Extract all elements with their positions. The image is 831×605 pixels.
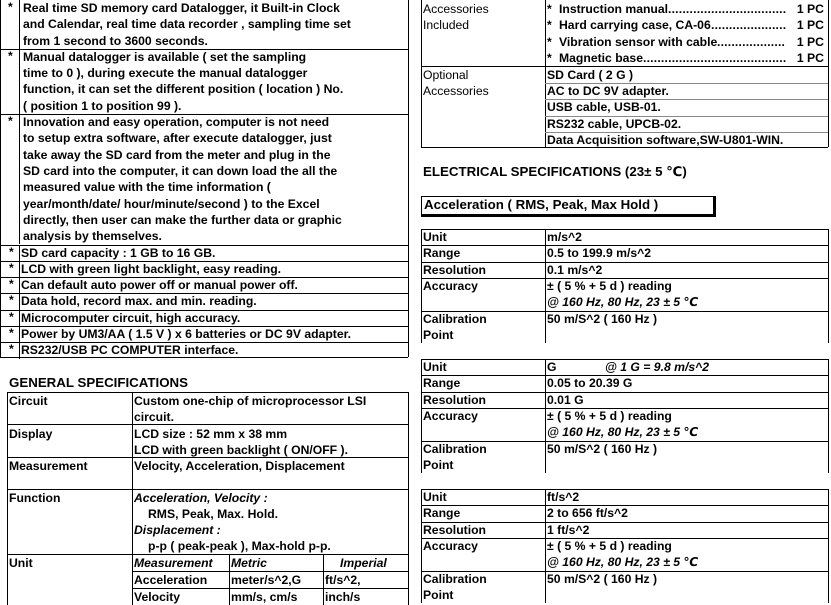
feature-item [0, 277, 408, 293]
feature-bullet: * [9, 342, 14, 357]
accessory-qty: 1 PC [796, 2, 824, 16]
feature-line: directly, then user can make the further data or graphic [23, 212, 342, 227]
accessory-bullet: * [547, 18, 552, 33]
accessory-name: Hard carrying case, CA-06 [559, 18, 711, 33]
unit-row-2-metric: mm/s, cm/s [231, 590, 298, 604]
feature-text [21, 245, 406, 261]
optional-item: AC to DC 9V adapter. [547, 84, 669, 99]
optional-item: Data Acquisition software,SW-U801-WIN. [547, 132, 784, 147]
unit-value: m/s^2 [547, 230, 582, 244]
feature-bullet: * [8, 114, 13, 129]
feature-bullet-divider [19, 326, 20, 342]
feature-line: year/month/date/ hour/minute/second ) to the Excel [23, 196, 320, 211]
feature-item [0, 114, 408, 244]
feature-divider [0, 326, 408, 327]
optional-item: USB cable, USB-01. [547, 100, 661, 115]
feature-text [23, 114, 406, 244]
function-line-1: Acceleration, Velocity : [134, 491, 268, 505]
calibration-row-label: Calibration [423, 311, 487, 326]
resolution-value: 0.01 G [547, 392, 584, 407]
feature-bullet: * [9, 244, 14, 259]
feature-bullet-divider [19, 0, 20, 49]
function-line-4: p-p ( peak-peak ), Max-hold p-p. [148, 539, 331, 553]
circuit-value-1: Custom one-chip of microprocessor LSI [134, 394, 367, 408]
accessory-leader: ................... [717, 34, 786, 49]
general-specs-title: GENERAL SPECIFICATIONS [9, 375, 189, 390]
accessory-leader: ........................................ [643, 50, 787, 65]
table-border [828, 489, 829, 603]
resolution-row-label: Resolution [423, 262, 486, 277]
feature-bullet: * [9, 309, 14, 324]
table-border [828, 229, 829, 343]
feature-text [21, 293, 406, 309]
acceleration-title-box [421, 196, 716, 217]
feature-item [0, 49, 408, 114]
accuracy-value: ± ( 5 % + 5 d ) reading [547, 278, 672, 293]
calibration-value: 50 m/S^2 ( 160 Hz ) [547, 571, 658, 586]
display-label: Display [9, 427, 53, 441]
calibration-row-label: Calibration [423, 571, 487, 586]
function-line-3: Displacement : [134, 523, 221, 537]
feature-bullet: * [8, 48, 13, 63]
optional-item: SD Card ( 2 G ) [547, 68, 634, 82]
optional-divider [545, 132, 828, 133]
feature-item [0, 310, 408, 326]
feature-item [0, 261, 408, 277]
unit-label: Unit [9, 556, 33, 570]
table-row-line [421, 229, 828, 230]
feature-line: analysis by themselves. [23, 229, 162, 244]
function-line-2: RMS, Peak, Max. Hold. [148, 507, 279, 521]
accessories-label-2: Included [423, 18, 470, 32]
feature-bullet-divider [19, 310, 20, 326]
feature-item [0, 0, 408, 49]
unit-row-1-imperial: ft/s^2, [325, 573, 361, 587]
feature-line: Manual datalogger is available ( set the sampling [23, 49, 307, 64]
calibration-row-label-2: Point [423, 587, 454, 602]
range-row-label: Range [423, 506, 461, 521]
feature-line: time to 0 ), during execute the manual datalogger [23, 66, 308, 81]
display-value-2: LCD with green backlight ( ON/OFF ). [134, 443, 348, 457]
resolution-value: 1 ft/s^2 [547, 522, 590, 537]
unit-header-imperial: Imperial [340, 556, 387, 570]
accessory-leader: ................................. [668, 2, 787, 16]
accessory-bullet: * [547, 34, 552, 49]
optional-label-1: Optional [423, 68, 469, 82]
resolution-row-label: Resolution [423, 522, 486, 537]
calibration-value: 50 m/S^2 ( 160 Hz ) [547, 441, 658, 456]
function-label: Function [9, 491, 61, 505]
unit-value: ft/s^2 [547, 490, 580, 504]
unit-row-2-measurement: Velocity [134, 590, 181, 604]
feature-text [21, 310, 406, 326]
feature-divider [0, 310, 408, 311]
unit-header-metric: Metric [231, 556, 267, 570]
range-value: 0.5 to 199.9 m/s^2 [547, 246, 651, 261]
feature-text [23, 0, 406, 49]
feature-text [23, 49, 406, 114]
optional-divider [545, 116, 828, 117]
feature-bullet: * [9, 293, 14, 308]
range-value: 2 to 656 ft/s^2 [547, 506, 628, 521]
acceleration-title: Acceleration ( RMS, Peak, Max Hold ) [424, 197, 659, 212]
accuracy-note: @ 160 Hz, 80 Hz, 23 ± 5 ℃ [547, 425, 699, 440]
feature-bullet: * [8, 0, 13, 14]
feature-bullet-divider [19, 277, 20, 293]
unit-row-1-metric: meter/s^2,G [231, 573, 302, 587]
circuit-value-2: circuit. [134, 410, 174, 424]
feature-text [21, 277, 406, 293]
calibration-row-label-2: Point [423, 457, 454, 472]
feature-line: to setup extra software, after execute datalogger, just [23, 131, 332, 146]
feature-divider [0, 114, 408, 115]
feature-line: take away the SD card from the meter and plug in the [23, 147, 331, 162]
accessory-name: Vibration sensor with cable [559, 34, 718, 49]
measurement-value: Velocity, Acceleration, Displacement [134, 459, 345, 473]
accessory-bullet: * [547, 2, 552, 16]
unit-row-1-measurement: Acceleration [134, 573, 208, 587]
feature-divider [0, 277, 408, 278]
feature-divider [0, 342, 408, 343]
electrical-specs-title: ELECTRICAL SPECIFICATIONS (23± 5 ℃) [423, 164, 687, 179]
feature-line: measured value with the time information ( [23, 180, 271, 195]
feature-line: LCD with green light backlight, easy reading. [21, 261, 282, 276]
feature-text [21, 261, 406, 277]
range-row-label: Range [423, 376, 461, 391]
range-row-label: Range [423, 246, 461, 261]
feature-bullet: * [9, 277, 14, 292]
optional-divider [545, 83, 828, 84]
accessory-name: Magnetic base [559, 50, 643, 65]
accuracy-row-label: Accuracy [423, 278, 478, 293]
feature-divider [0, 293, 408, 294]
accuracy-value: ± ( 5 % + 5 d ) reading [547, 538, 672, 553]
optional-label-2: Accessories [423, 84, 489, 98]
feature-divider [0, 245, 408, 246]
table-border [828, 359, 829, 473]
feature-bullet-divider [19, 245, 20, 261]
accessory-leader: ..................... [711, 18, 787, 33]
feature-bullet-divider [19, 293, 20, 309]
feature-item [0, 326, 408, 342]
feature-divider [0, 49, 408, 50]
feature-bullet-divider [19, 261, 20, 277]
feature-line: function, it can set the different position ( location ) No. [23, 82, 344, 97]
feature-item [0, 293, 408, 309]
feature-line: SD card capacity : 1 GB to 16 GB. [21, 245, 216, 260]
feature-bullet-divider [19, 49, 20, 114]
feature-divider [0, 261, 408, 262]
unit-value: G [547, 360, 557, 374]
feature-line: from 1 second to 3600 seconds. [23, 33, 208, 48]
resolution-value: 0.1 m/s^2 [547, 262, 603, 277]
feature-line: SD card into the computer, it can down load the all the [23, 163, 338, 178]
circuit-label: Circuit [9, 394, 48, 408]
feature-line: RS232/USB PC COMPUTER interface. [21, 343, 239, 358]
feature-bullet: * [9, 326, 14, 340]
feature-line: and Calendar, real time data recorder , sampling time set [23, 17, 351, 32]
feature-line: Power by UM3/AA ( 1.5 V ) x 6 batteries or DC 9V adapter. [21, 327, 352, 341]
feature-bullet-divider [19, 114, 20, 244]
accuracy-row-label: Accuracy [423, 408, 478, 423]
accuracy-note: @ 160 Hz, 80 Hz, 23 ± 5 ℃ [547, 295, 699, 310]
feature-text [21, 326, 406, 342]
accessories-label-1: Accessories [423, 2, 489, 16]
display-value-1: LCD size : 52 mm x 38 mm [134, 427, 288, 441]
feature-line: Microcomputer circuit, high accuracy. [21, 310, 241, 325]
resolution-row-label: Resolution [423, 392, 486, 407]
accessory-qty: 1 PC [796, 18, 824, 33]
accuracy-row-label: Accuracy [423, 538, 478, 553]
feature-line: Data hold, record max. and min. reading. [21, 294, 257, 309]
unit-row-label: Unit [423, 490, 447, 504]
feature-line: Innovation and easy operation, computer is not need [23, 115, 330, 130]
feature-line: Can default auto power off or manual power off. [21, 278, 298, 293]
table-row-line [421, 489, 828, 490]
feature-line: Real time SD memory card Datalogger, it Built-in Clock [23, 1, 340, 15]
unit-extra-value: @ 1 G = 9.8 m/s^2 [605, 360, 710, 374]
optional-divider [545, 99, 828, 100]
accessory-name: Instruction manual [559, 2, 669, 16]
unit-row-label: Unit [423, 230, 447, 244]
optional-item: RS232 cable, UPCB-02. [547, 116, 682, 131]
feature-line: ( position 1 to position 99 ). [23, 98, 182, 113]
calibration-row-label-2: Point [423, 327, 454, 342]
measurement-label: Measurement [9, 459, 88, 473]
calibration-row-label: Calibration [423, 441, 487, 456]
feature-item [0, 245, 408, 261]
unit-row-label: Unit [423, 360, 447, 374]
feature-bullet: * [9, 260, 14, 275]
accessory-bullet: * [547, 50, 552, 65]
accuracy-value: ± ( 5 % + 5 d ) reading [547, 408, 672, 423]
accessory-qty: 1 PC [796, 34, 824, 49]
calibration-value: 50 m/S^2 ( 160 Hz ) [547, 311, 658, 326]
accessory-qty: 1 PC [796, 50, 824, 65]
accuracy-note: @ 160 Hz, 80 Hz, 23 ± 5 ℃ [547, 555, 699, 570]
unit-row-2-imperial: inch/s [325, 590, 361, 604]
range-value: 0.05 to 20.39 G [547, 376, 633, 391]
unit-header-measurement: Measurement [134, 556, 213, 570]
